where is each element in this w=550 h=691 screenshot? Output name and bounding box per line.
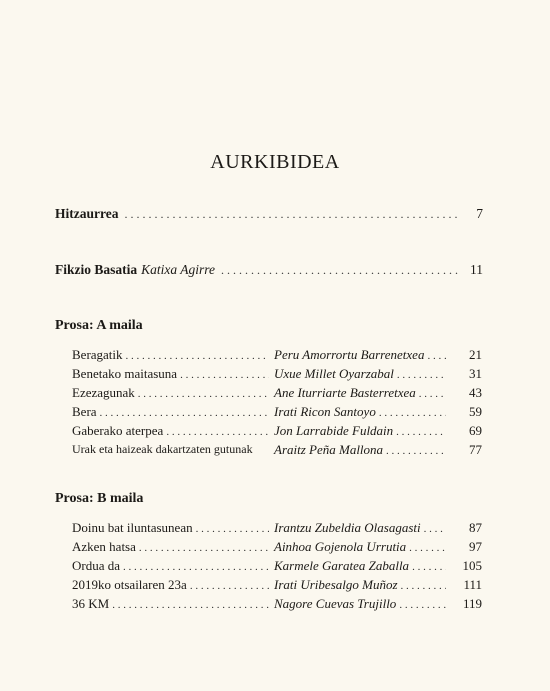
- entry-page: 43: [469, 385, 482, 400]
- entry-author: Katixa Agirre: [141, 262, 216, 277]
- dot-leader: [112, 599, 269, 611]
- toc-entry-foreword: [55, 206, 483, 222]
- entry-title: Gaberako aterpea: [72, 423, 164, 438]
- dot-leader: [100, 407, 269, 419]
- dot-leader: [139, 542, 269, 554]
- entry-page: 77: [469, 442, 482, 457]
- entry-author: Irati Ricon Santoyo: [274, 404, 376, 419]
- entry-page: 11: [470, 262, 483, 277]
- dot-leader: [396, 426, 446, 438]
- entry-page: 21: [469, 347, 482, 362]
- entry-author: Peru Amorrortu Barrenetxea: [274, 347, 425, 362]
- entry-author: Jon Larrabide Fuldain: [274, 423, 394, 438]
- entry-title: 36 KM: [72, 596, 110, 611]
- entry-page: 87: [469, 520, 482, 535]
- entry-author: Uxue Millet Oyarzabal: [274, 366, 394, 381]
- entry-page: 119: [462, 596, 482, 611]
- entry-title: Ordua da: [72, 558, 121, 573]
- dot-leader: [190, 580, 269, 592]
- entry-title: 2019ko otsailaren 23a: [72, 577, 187, 592]
- entry-author: Araitz Peña Mallona: [274, 442, 384, 457]
- entry-page: 31: [469, 366, 482, 381]
- entry-author: Nagore Cuevas Trujillo: [274, 596, 397, 611]
- entry-title: Benetako maitasuna: [72, 366, 178, 381]
- dot-leader: [123, 561, 269, 573]
- section-heading-a: Prosa: A maila: [55, 318, 143, 333]
- dot-leader: [409, 542, 446, 554]
- toc-entry-fikzio-basatia: [55, 262, 483, 278]
- entry-page: 111: [463, 577, 482, 592]
- entry-author: Karmele Garatea Zaballa: [274, 558, 410, 573]
- entry-title: Urak eta haizeak dakartzaten gutunak: [72, 442, 253, 456]
- dot-leader: [397, 369, 446, 381]
- dot-leader: [221, 263, 459, 278]
- dot-leader: [196, 523, 269, 535]
- entry-page: 97: [469, 539, 482, 554]
- dot-leader: [379, 407, 446, 419]
- section-heading-b: Prosa: B maila: [55, 491, 144, 506]
- entry-page: 69: [469, 423, 482, 438]
- dot-leader: [401, 580, 447, 592]
- entry-label: Hitzaurrea: [55, 206, 119, 221]
- dot-leader: [166, 426, 269, 438]
- entry-page: 59: [469, 404, 482, 419]
- dot-leader: [424, 523, 446, 535]
- dot-leader: [138, 388, 269, 400]
- entry-title: Ezezagunak: [72, 385, 135, 400]
- entry-title: Azken hatsa: [72, 539, 136, 554]
- entry-author: Irantzu Zubeldia Olasagasti: [274, 520, 421, 535]
- dot-leader: [126, 350, 269, 362]
- page-title: AURKIBIDEA: [210, 151, 340, 173]
- entry-title: Beragatik: [72, 347, 123, 362]
- entry-page: 7: [476, 206, 483, 221]
- entry-label: Fikzio Basatia: [55, 262, 138, 277]
- dot-leader: [427, 350, 446, 362]
- dot-leader: [386, 445, 446, 457]
- entry-author: Ane Iturriarte Basterretxea: [274, 385, 416, 400]
- dot-leader: [180, 369, 269, 381]
- dot-leader: [419, 388, 446, 400]
- entry-page: 105: [462, 558, 482, 573]
- dot-leader: [399, 599, 446, 611]
- entry-title: Bera: [72, 404, 97, 419]
- entry-author: Ainhoa Gojenola Urrutia: [274, 539, 407, 554]
- entry-title: Doinu bat iluntasunean: [72, 520, 193, 535]
- entry-author: Irati Uribesalgo Muñoz: [274, 577, 398, 592]
- dot-leader: [124, 207, 459, 222]
- dot-leader: [412, 561, 446, 573]
